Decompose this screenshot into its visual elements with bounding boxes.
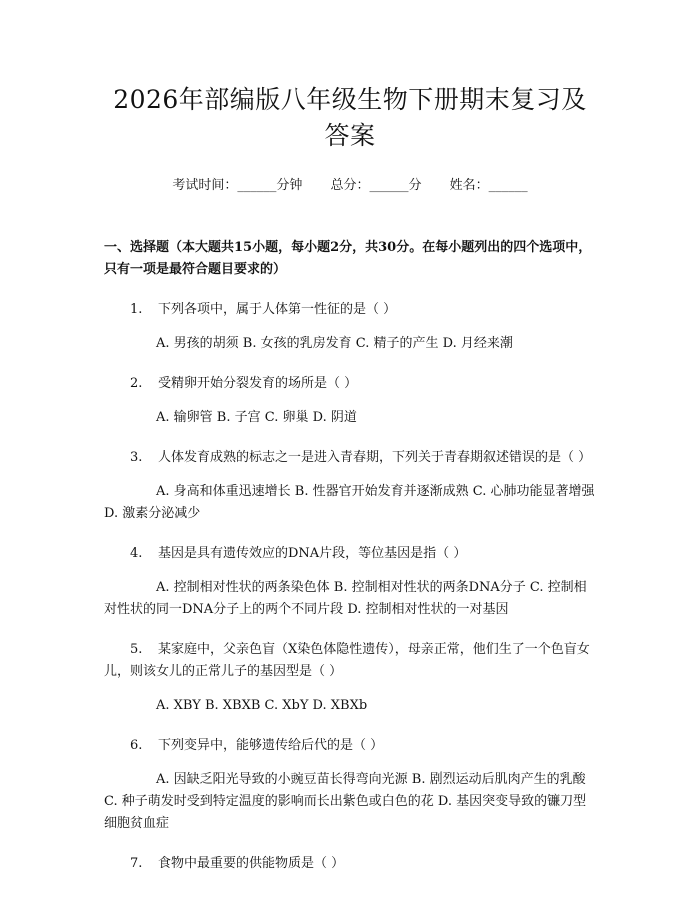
question-options: A. 输卵管 B. 子宫 C. 卵巢 D. 阴道 bbox=[156, 410, 357, 425]
question-stem bbox=[104, 373, 596, 395]
question-number: 4. bbox=[130, 546, 143, 561]
question-6 bbox=[104, 735, 596, 835]
total-score-field: 总分：______分 bbox=[330, 178, 422, 193]
question-2 bbox=[104, 373, 596, 429]
question-text: 下列各项中，属于人体第一性征的是（ ） bbox=[158, 302, 397, 317]
question-stem bbox=[104, 735, 596, 757]
question-stem bbox=[104, 447, 596, 469]
question-number: 6. bbox=[130, 738, 143, 753]
question-7 bbox=[104, 853, 596, 875]
question-text: 下列变异中，能够遗传给后代的是（ ） bbox=[158, 738, 384, 753]
question-stem bbox=[104, 543, 596, 565]
question-number: 1. bbox=[130, 302, 143, 317]
question-3 bbox=[104, 447, 596, 525]
question-text: 人体发育成熟的标志之一是进入青春期，下列关于青春期叙述错误的是（ ） bbox=[158, 450, 592, 465]
question-options: A. 男孩的胡须 B. 女孩的乳房发育 C. 精子的产生 D. 月经来潮 bbox=[156, 336, 513, 351]
question-5 bbox=[104, 639, 596, 717]
question-options: A. 身高和体重迅速增长 B. 性器官开始发育并逐渐成熟 C. 心肺功能显著增强 D. 激素分泌减少 bbox=[104, 484, 595, 521]
question-text: 受精卵开始分裂发育的场所是（ ） bbox=[158, 376, 358, 391]
question-text: 某家庭中，父亲色盲（X染色体隐性遗传），母亲正常，他们生了一个色盲女儿，则该女儿的正常儿子的基因型是（ ） bbox=[104, 642, 590, 679]
question-text: 基因是具有遗传效应的DNA片段，等位基因是指（ ） bbox=[158, 546, 467, 561]
question-options: A. XBY B. XBXB C. XbY D. XBXb bbox=[156, 698, 368, 713]
question-number: 3. bbox=[130, 450, 143, 465]
question-number: 5. bbox=[130, 642, 143, 657]
question-number: 2. bbox=[130, 376, 143, 391]
section-heading: 一、选择题（本大题共15小题，每小题2分，共30分。在每小题列出的四个选项中，只有一项是最符合题目要求的） bbox=[104, 240, 592, 277]
exam-info-line bbox=[104, 177, 596, 195]
question-options: A. 控制相对性状的两条染色体 B. 控制相对性状的两条DNA分子 C. 控制相对性状的同一DNA分子上的两个不同片段 D. 控制相对性状的一对基因 bbox=[104, 580, 587, 617]
question-1 bbox=[104, 299, 596, 355]
page-title: 2026年部编版八年级生物下册期末复习及答案 bbox=[113, 85, 587, 150]
question-4 bbox=[104, 543, 596, 621]
question-stem bbox=[104, 853, 596, 875]
question-number: 7. bbox=[130, 856, 143, 871]
question-stem bbox=[104, 639, 596, 683]
exam-time-field: 考试时间：______分钟 bbox=[172, 178, 303, 193]
student-name-field: 姓名：______ bbox=[449, 178, 528, 193]
question-stem bbox=[104, 299, 596, 321]
question-options: A. 因缺乏阳光导致的小豌豆苗长得弯向光源 B. 剧烈运动后肌肉产生的乳酸 C. 种子萌发时受到特定温度的影响而长出紫色或白色的花 D. 基因突变导致的镰刀型细胞贫血症 bbox=[104, 772, 587, 831]
question-text: 食物中最重要的供能物质是（ ） bbox=[158, 856, 345, 871]
